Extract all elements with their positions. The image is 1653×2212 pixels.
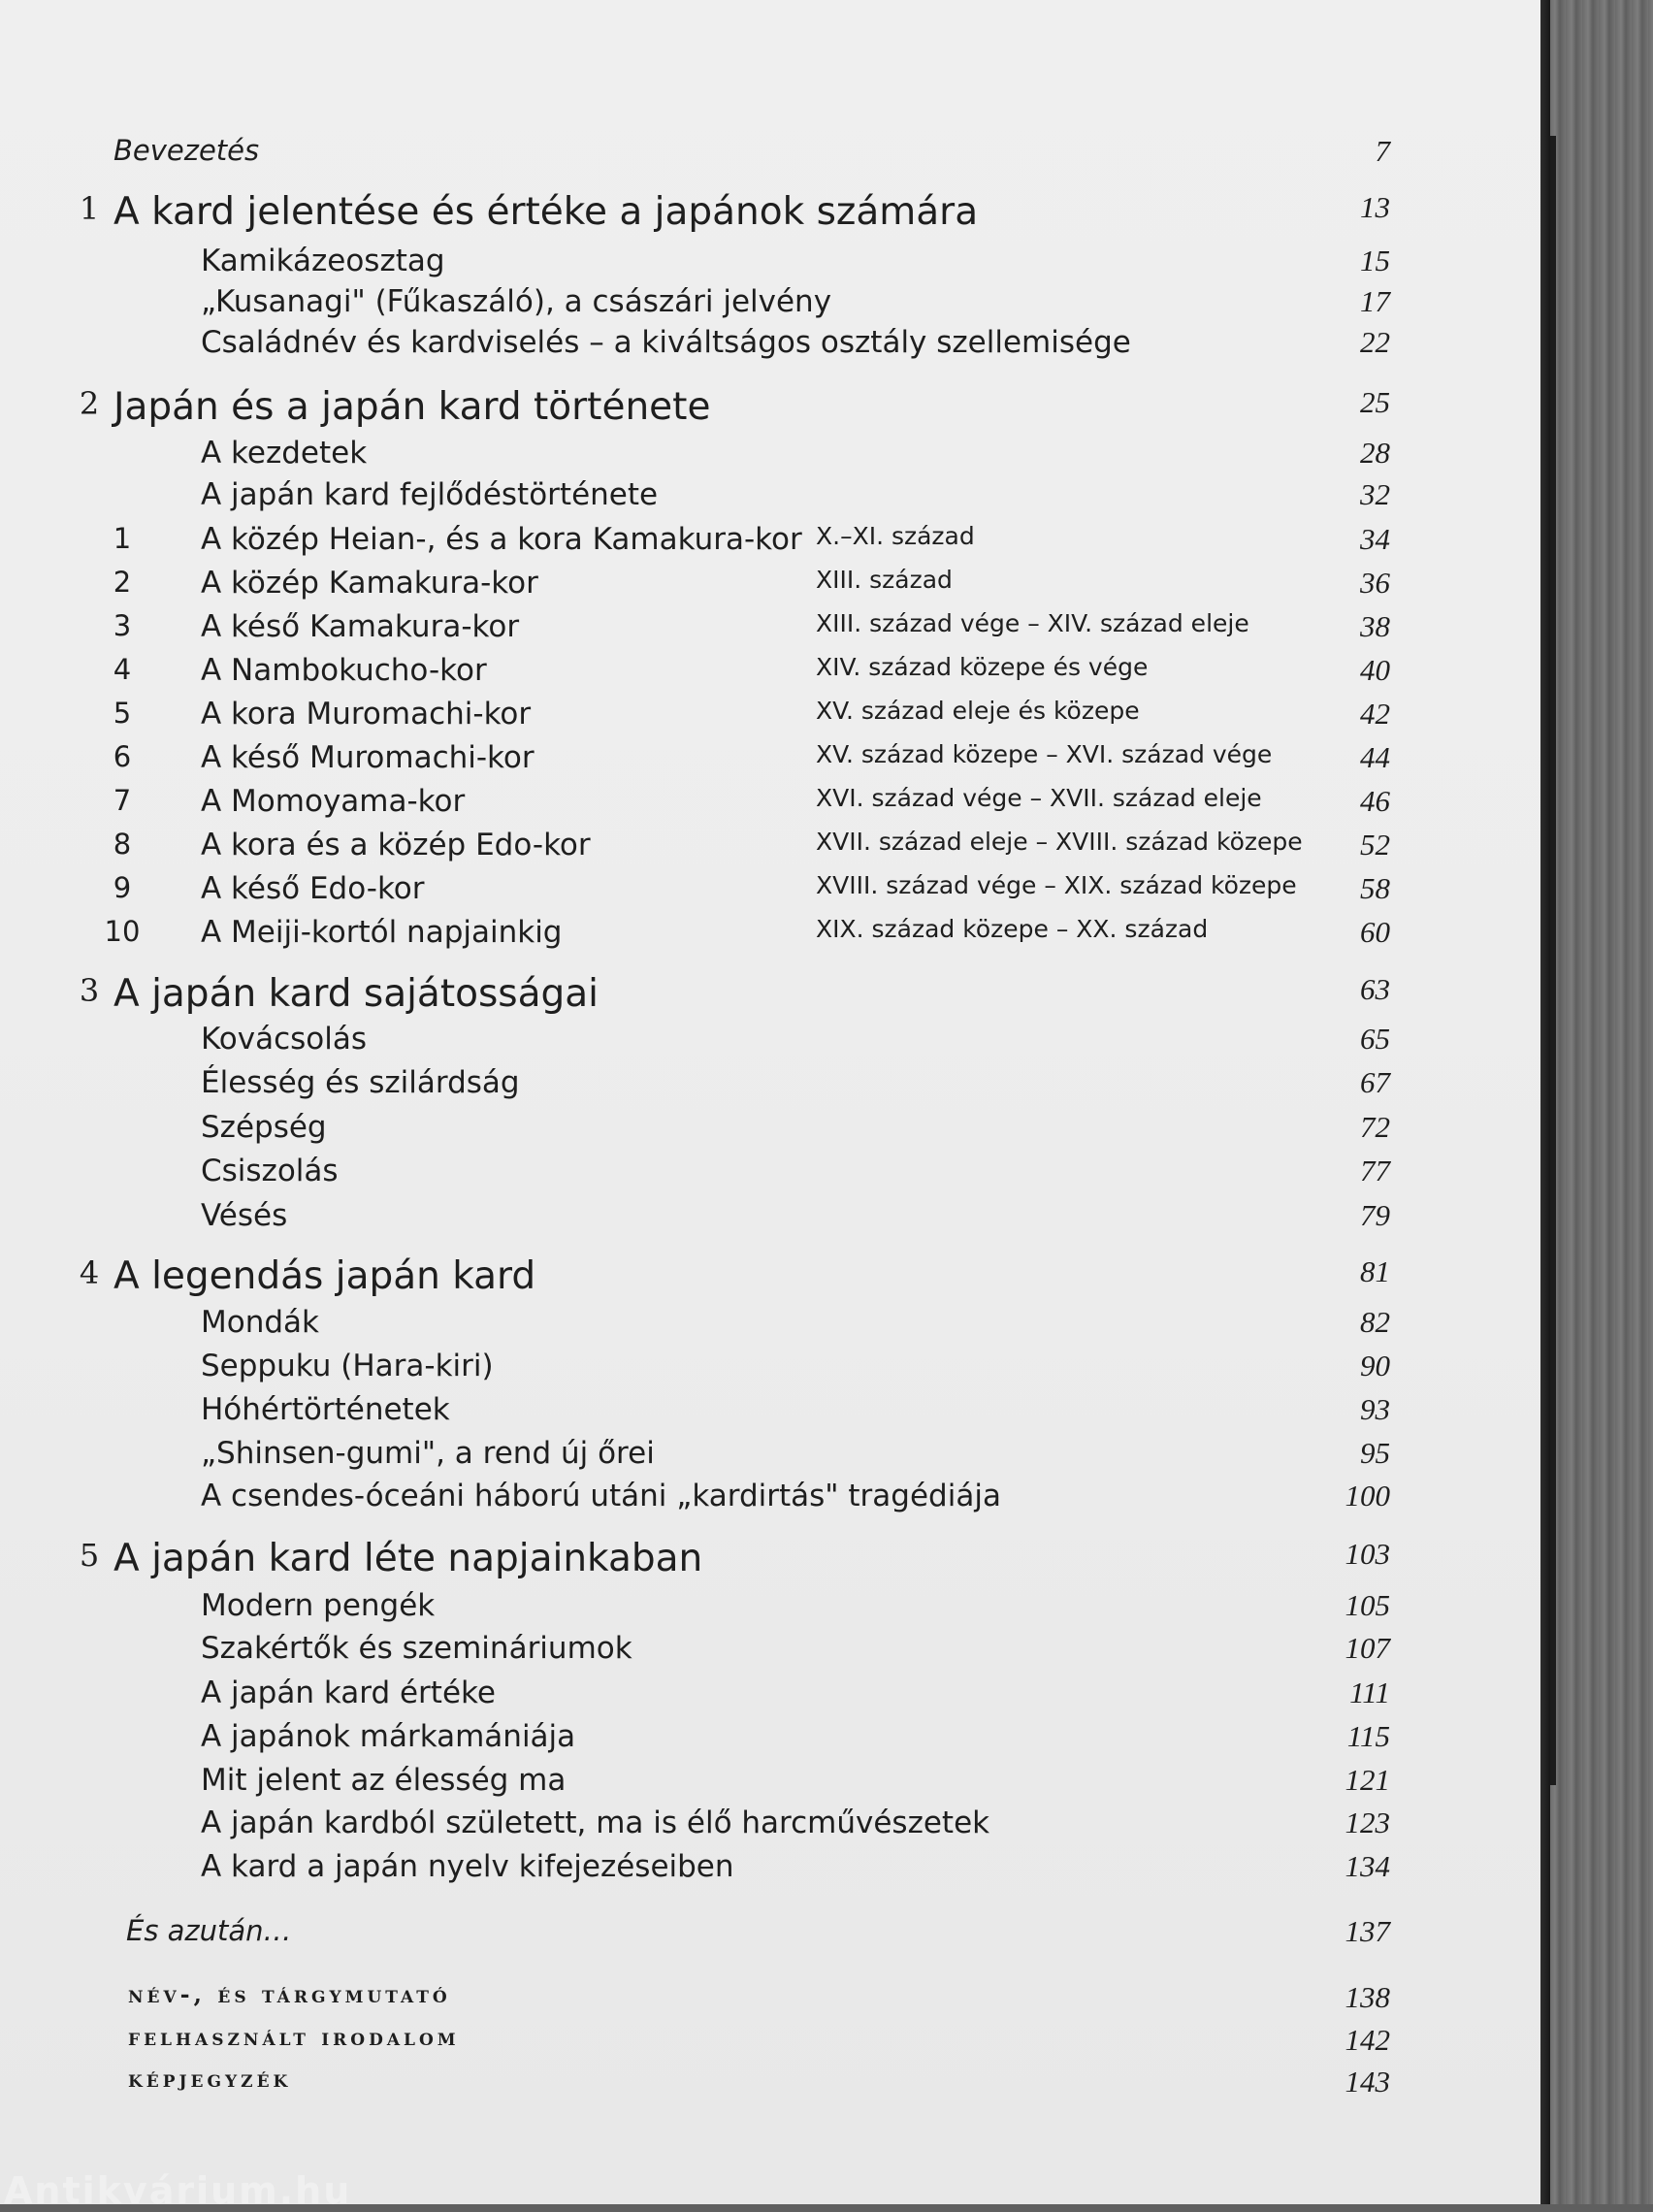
section-title: Élesség és szilárdság bbox=[201, 1065, 520, 1100]
period-title: A Meiji-kortól napjainkig bbox=[201, 915, 563, 950]
appendix-label: képjegyzék bbox=[128, 2065, 292, 2093]
chapter-number: 1 bbox=[79, 190, 100, 227]
page-number: 40 bbox=[1360, 653, 1390, 687]
period-title: A Momoyama-kor bbox=[201, 784, 466, 819]
page-number: 103 bbox=[1345, 1537, 1390, 1571]
section-title: A japán kard fejlődéstörténete bbox=[201, 477, 659, 512]
page-number: 93 bbox=[1360, 1392, 1390, 1426]
chapter-title: Japán és a japán kard története bbox=[113, 385, 711, 429]
page-number: 15 bbox=[1360, 244, 1390, 277]
section-title: Hóhértörténetek bbox=[201, 1392, 450, 1427]
page-number: 28 bbox=[1360, 436, 1390, 470]
afterword-label: És azután… bbox=[126, 1914, 292, 1947]
page-number: 36 bbox=[1360, 566, 1390, 600]
section-title: Szakértők és szemináriumok bbox=[201, 1631, 632, 1666]
page-number: 42 bbox=[1360, 697, 1390, 731]
section-title: A csendes-óceáni háború utáni „kardirtás" tragédiája bbox=[201, 1479, 1001, 1513]
period-era: XIX. század közepe – XX. század bbox=[816, 915, 1209, 943]
section-title: A japán kard értéke bbox=[201, 1675, 496, 1710]
page-number: 143 bbox=[1345, 2065, 1390, 2098]
section-title: Kamikázeosztag bbox=[201, 244, 445, 278]
page-number: 44 bbox=[1360, 740, 1390, 774]
period-title: A közép Kamakura-kor bbox=[201, 566, 538, 601]
page-number: 77 bbox=[1360, 1154, 1390, 1187]
section-title: Kovácsolás bbox=[201, 1022, 368, 1057]
appendix-label: név-, és tárgymutató bbox=[128, 1980, 451, 2008]
page-number: 81 bbox=[1360, 1254, 1390, 1288]
period-number: 5 bbox=[113, 697, 132, 730]
page-number: 138 bbox=[1345, 1980, 1390, 2014]
period-title: A késő Kamakura-kor bbox=[201, 609, 520, 644]
page-number: 32 bbox=[1360, 477, 1390, 511]
period-title: A késő Muromachi-kor bbox=[201, 740, 535, 775]
period-era: XIII. század bbox=[816, 566, 953, 594]
page-edge-shadow bbox=[1540, 0, 1550, 2204]
period-era: XIV. század közepe és vége bbox=[816, 653, 1149, 681]
period-title: A Nambokucho-kor bbox=[201, 653, 487, 688]
section-title: „Shinsen-gumi", a rend új őrei bbox=[201, 1436, 655, 1471]
period-title: A kora Muromachi-kor bbox=[201, 697, 532, 732]
page-number: 111 bbox=[1349, 1675, 1390, 1709]
page-number: 137 bbox=[1345, 1914, 1390, 1948]
section-title: Szépség bbox=[201, 1110, 327, 1145]
section-title: Csiszolás bbox=[201, 1154, 339, 1188]
page-number: 22 bbox=[1360, 325, 1390, 359]
page-number: 67 bbox=[1360, 1065, 1390, 1099]
page-number: 17 bbox=[1360, 284, 1390, 318]
period-title: A közép Heian-, és a kora Kamakura-kor bbox=[201, 522, 802, 557]
section-title: Családnév és kardviselés – a kiváltságos osztály szellemisége bbox=[201, 325, 1131, 360]
page-number: 115 bbox=[1346, 1719, 1390, 1753]
section-title: Vésés bbox=[201, 1198, 288, 1233]
page-number: 95 bbox=[1360, 1436, 1390, 1470]
page-number: 65 bbox=[1360, 1022, 1390, 1056]
period-title: A késő Edo-kor bbox=[201, 871, 425, 906]
page-number: 58 bbox=[1360, 871, 1390, 905]
period-number: 3 bbox=[113, 609, 132, 642]
period-number: 1 bbox=[113, 522, 132, 555]
page-number: 107 bbox=[1345, 1631, 1390, 1665]
chapter-number: 5 bbox=[79, 1537, 100, 1574]
page-number: 100 bbox=[1345, 1479, 1390, 1513]
period-era: XVI. század vége – XVII. század eleje bbox=[816, 784, 1262, 812]
section-title: Mit jelent az élesség ma bbox=[201, 1763, 567, 1798]
period-era: XV. század közepe – XVI. század vége bbox=[816, 740, 1273, 768]
section-title: A kard a japán nyelv kifejezéseiben bbox=[201, 1849, 734, 1884]
page-number: 46 bbox=[1360, 784, 1390, 818]
page-number: 7 bbox=[1375, 134, 1390, 168]
chapter-number: 3 bbox=[79, 972, 100, 1009]
chapter-title: A japán kard léte napjainkaban bbox=[113, 1537, 703, 1580]
chapter-number: 4 bbox=[79, 1254, 100, 1291]
period-number: 8 bbox=[113, 828, 132, 861]
page-number: 90 bbox=[1360, 1349, 1390, 1382]
toc-intro-label: Bevezetés bbox=[113, 134, 260, 167]
period-number: 10 bbox=[104, 915, 141, 948]
page-number: 134 bbox=[1345, 1849, 1390, 1883]
page-number: 63 bbox=[1360, 972, 1390, 1006]
period-number: 6 bbox=[113, 740, 132, 773]
section-title: Seppuku (Hara-kiri) bbox=[201, 1349, 494, 1383]
period-era: XIII. század vége – XIV. század eleje bbox=[816, 609, 1249, 637]
period-era: XV. század eleje és közepe bbox=[816, 697, 1140, 725]
period-title: A kora és a közép Edo-kor bbox=[201, 828, 591, 862]
section-title: A kezdetek bbox=[201, 436, 368, 471]
period-era: XVIII. század vége – XIX. század közepe bbox=[816, 871, 1297, 899]
page-number: 52 bbox=[1360, 828, 1390, 862]
section-title: „Kusanagi" (Fűkaszáló), a császári jelvény bbox=[201, 284, 832, 319]
page-number: 13 bbox=[1360, 190, 1390, 224]
period-number: 4 bbox=[113, 653, 132, 686]
page-number: 82 bbox=[1360, 1305, 1390, 1339]
chapter-title: A japán kard sajátosságai bbox=[113, 972, 600, 1016]
page-number: 121 bbox=[1345, 1763, 1390, 1797]
page-number: 79 bbox=[1360, 1198, 1390, 1232]
chapter-number: 2 bbox=[79, 385, 100, 422]
period-era: X.–XI. század bbox=[816, 522, 975, 550]
page-number: 72 bbox=[1360, 1110, 1390, 1144]
page-number: 25 bbox=[1360, 385, 1390, 419]
appendix-label: felhasznált irodalom bbox=[128, 2023, 460, 2051]
period-number: 2 bbox=[113, 566, 132, 599]
section-title: A japánok márkamániája bbox=[201, 1719, 576, 1754]
period-number: 9 bbox=[113, 871, 132, 904]
page-number: 123 bbox=[1345, 1805, 1390, 1839]
section-title: Modern pengék bbox=[201, 1588, 436, 1623]
page-number: 38 bbox=[1360, 609, 1390, 643]
section-title: Mondák bbox=[201, 1305, 319, 1340]
section-title: A japán kardból született, ma is élő harcművészetek bbox=[201, 1805, 990, 1840]
watermark-text: Antikvárium.hu bbox=[4, 2169, 352, 2212]
chapter-title: A legendás japán kard bbox=[113, 1254, 536, 1298]
book-binding-edge bbox=[1550, 136, 1556, 1785]
period-number: 7 bbox=[113, 784, 132, 817]
page-number: 105 bbox=[1345, 1588, 1390, 1622]
page-number: 60 bbox=[1360, 915, 1390, 949]
period-era: XVII. század eleje – XVIII. század közepe bbox=[816, 828, 1303, 856]
page-number: 142 bbox=[1345, 2023, 1390, 2057]
chapter-title: A kard jelentése és értéke a japánok számára bbox=[113, 190, 979, 234]
page-number: 34 bbox=[1360, 522, 1390, 556]
